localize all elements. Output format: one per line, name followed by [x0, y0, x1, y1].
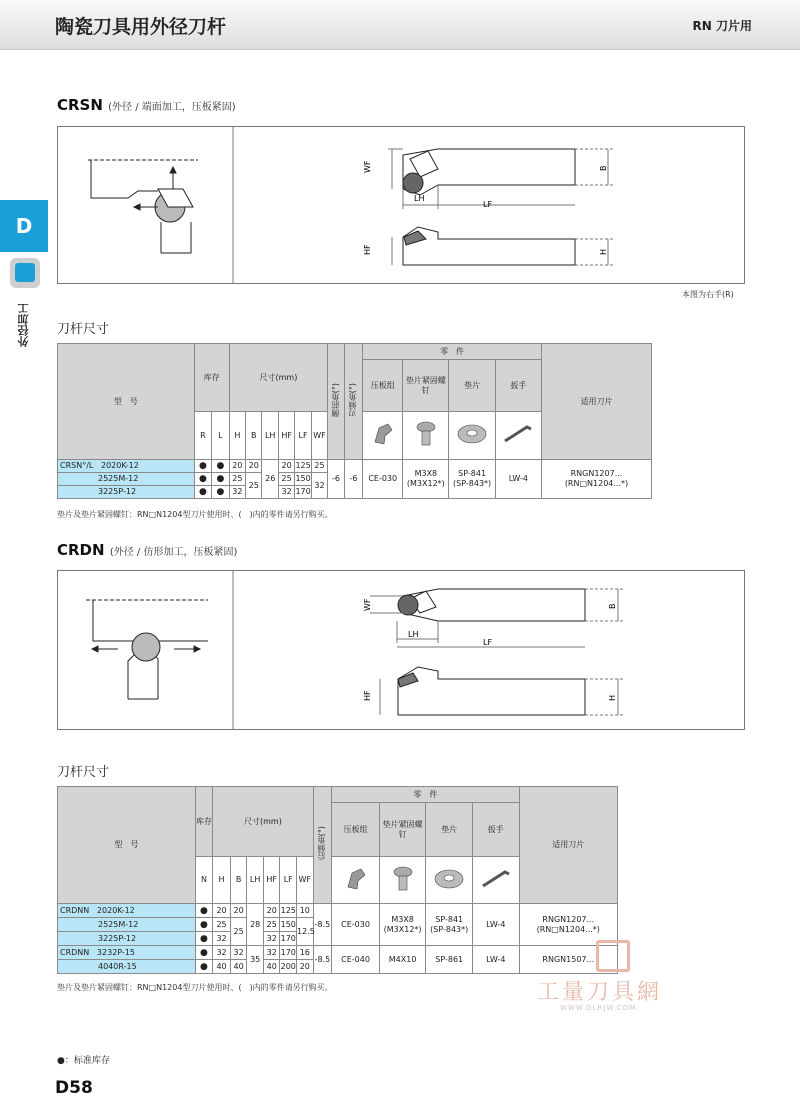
table-cell: 20 [229, 460, 245, 473]
table-cell: 35 [247, 946, 264, 974]
dim-hf: HF [363, 690, 372, 701]
table-cell: 20 [213, 904, 231, 918]
crsn-operation-diagram [58, 127, 233, 283]
table-cell: -8.5 [313, 946, 332, 974]
table-cell: ● [195, 932, 213, 946]
table-cell: 125 [280, 904, 297, 918]
table-cell: 3225P-12 [58, 486, 195, 499]
dim-h: H [608, 694, 617, 701]
th-hf: HF [263, 857, 280, 904]
wrench-icon [495, 412, 541, 460]
clamp-icon [332, 857, 380, 904]
dim-lf: LF [483, 638, 493, 647]
table-cell: 32 [311, 473, 327, 499]
table-cell: CE-040 [332, 946, 380, 974]
table-cell: M3X8 (M3X12*) [379, 904, 426, 946]
table-cell: 25 [278, 473, 294, 486]
header-insert-type: RN 刀片用 [692, 19, 752, 33]
table-cell: RNGN1207... (RN□N1204...*) [541, 460, 651, 499]
th-wf: WF [311, 412, 327, 460]
th-insert: 适用刀片 [541, 344, 651, 460]
table-cell: 40 [213, 960, 231, 974]
th-stock: 库存 [195, 787, 213, 857]
table-cell: 32 [213, 946, 231, 960]
section-tab-d: D [0, 200, 48, 252]
table-cell: 32 [229, 486, 245, 499]
table-cell: 150 [280, 918, 297, 932]
dim-b: B [608, 603, 617, 609]
table-cell: 20 [246, 460, 262, 473]
table-cell: 12.5 [297, 918, 314, 946]
table-cell: LW-4 [472, 946, 519, 974]
table-cell: SP-841 (SP-843*) [426, 904, 473, 946]
sidebar-label: 外径加工 [17, 303, 30, 347]
table-cell: 28 [247, 904, 264, 946]
screw-icon [379, 857, 426, 904]
stock-legend: ●：标准库存 [57, 1056, 110, 1066]
th-stock: 库存 [194, 344, 229, 412]
th-b: B [246, 412, 262, 460]
crdn-holder-side-view [380, 667, 623, 715]
th-lf: LF [295, 412, 311, 460]
table-cell: 170 [280, 932, 297, 946]
table-cell: ● [194, 460, 211, 473]
th-screw: 垫片紧固螺钉 [379, 803, 426, 857]
page-number: D58 [55, 1078, 93, 1098]
watermark-url: WWW.GLRJW.COM [560, 1004, 637, 1012]
table-cell: SP-861 [426, 946, 473, 974]
th-incl: 后倾角(°) [317, 826, 327, 861]
table-cell: 32 [263, 932, 280, 946]
table-cell: -6 [328, 460, 344, 499]
table-cell: SP-841 (SP-843*) [449, 460, 495, 499]
table-cell: 25 [263, 918, 280, 932]
table-cell [313, 787, 332, 904]
table-cell: 20 [278, 460, 294, 473]
th-b: B [230, 857, 247, 904]
table-cell: 32 [213, 932, 231, 946]
table-cell: ● [194, 486, 211, 499]
footnote-crsn: 垫片及垫片紧固螺钉：RN□N1204型刀片使用时、( )内的零件请另行购买。 [57, 510, 333, 519]
th-shim: 垫片 [426, 803, 473, 857]
table-cell: LW-4 [495, 460, 541, 499]
table-cell: 20 [230, 904, 247, 918]
table-cell: ● [195, 904, 213, 918]
table-cell: 125 [295, 460, 311, 473]
th-wrench: 扳手 [472, 803, 519, 857]
table-title-crsn: 刀杆尺寸 [57, 322, 110, 337]
table-row [58, 460, 652, 473]
page-title: 陶瓷刀具用外径刀杆 [55, 16, 227, 38]
screw-icon [403, 412, 449, 460]
th-parts: 零 件 [332, 787, 519, 803]
table-cell: 150 [295, 473, 311, 486]
crdn-operation-diagram [86, 571, 233, 729]
table-cell: 25 [311, 460, 327, 473]
table-cell: ● [195, 946, 213, 960]
table-cell: 25 [229, 473, 245, 486]
th-r: R [194, 412, 211, 460]
table-cell: ● [212, 486, 229, 499]
table-cell: 25 [230, 918, 247, 946]
table-cell: CRSN°/L 2020K-12 [58, 460, 195, 473]
table-row [58, 946, 618, 960]
table-cell: CRDNN 3232P-15 [58, 946, 196, 960]
th-model: 型 号 [58, 344, 195, 460]
table-cell: ● [212, 473, 229, 486]
table-cell: 170 [295, 486, 311, 499]
table-cell [328, 344, 344, 460]
clamp-icon [363, 412, 403, 460]
th-n: N [195, 857, 213, 904]
th-h: H [213, 857, 231, 904]
table-cell: M3X8 (M3X12*) [403, 460, 449, 499]
th-lh: LH [247, 857, 264, 904]
dim-b: B [599, 165, 608, 171]
th-lf: LF [280, 857, 297, 904]
th-wrench: 扳手 [495, 360, 541, 412]
th-clamp: 压板组 [332, 803, 380, 857]
dim-lh: LH [414, 194, 425, 203]
table-cell: ● [194, 473, 211, 486]
th-rake: 侧前角(°) [330, 382, 340, 418]
dim-h: H [599, 248, 608, 255]
dim-lf: LF [483, 200, 493, 209]
table-cell: 40 [263, 960, 280, 974]
table-title-crdn: 刀杆尺寸 [57, 765, 110, 780]
table-cell: 2525M-12 [58, 473, 195, 486]
th-screw: 垫片紧固螺钉 [403, 360, 449, 412]
th-parts: 零 件 [363, 344, 542, 360]
th-l: L [212, 412, 229, 460]
footnote-crdn: 垫片及垫片紧固螺钉：RN□N1204型刀片使用时、( )内的零件请另行购买。 [57, 983, 333, 992]
table-cell: CRDNN 2020K-12 [58, 904, 196, 918]
table-cell: 200 [280, 960, 297, 974]
th-model: 型 号 [58, 787, 196, 904]
th-hf: HF [278, 412, 294, 460]
dim-hf: HF [363, 244, 372, 255]
shim-icon [449, 412, 495, 460]
watermark-text: 工量刀具網 [537, 980, 663, 1005]
th-shim: 垫片 [449, 360, 495, 412]
crdn-diagram [57, 570, 745, 730]
table-cell: 40 [230, 960, 247, 974]
th-insert: 适用刀片 [519, 787, 617, 904]
th-dims: 尺寸(mm) [213, 787, 313, 857]
table-cell: -6 [344, 460, 362, 499]
table-cell: LW-4 [472, 904, 519, 946]
shim-icon [426, 857, 473, 904]
table-cell: RNGN1507... [519, 946, 617, 974]
table-cell: 170 [280, 946, 297, 960]
section-title-crsn: CRSN (外径 / 端面加工，压板紧固) [57, 96, 236, 114]
table-cell: 16 [297, 946, 314, 960]
table-cell: 20 [297, 960, 314, 974]
wrench-icon [472, 857, 519, 904]
crsn-table [57, 343, 652, 499]
table-cell: CE-030 [332, 904, 380, 946]
th-incl: 刃倾角(°) [348, 382, 358, 418]
table-cell: 32 [263, 946, 280, 960]
table-cell: 10 [297, 904, 314, 918]
th-dims: 尺寸(mm) [229, 344, 328, 412]
crdn-table [57, 786, 618, 974]
dim-wf: WF [363, 598, 372, 611]
table-cell: 4040R-15 [58, 960, 196, 974]
th-lh: LH [262, 412, 278, 460]
table-cell: RNGN1207... (RN□N1204...*) [519, 904, 617, 946]
table-cell: -8.5 [313, 904, 332, 946]
table-cell: ● [212, 460, 229, 473]
table-cell: 2525M-12 [58, 918, 196, 932]
table-cell: CE-030 [363, 460, 403, 499]
dim-wf: WF [363, 160, 372, 173]
table-row [58, 344, 652, 360]
table-cell: M4X10 [379, 946, 426, 974]
table-cell: 32 [230, 946, 247, 960]
table-cell: 25 [213, 918, 231, 932]
table-row [58, 787, 618, 803]
watermark-logo [596, 940, 630, 972]
table-cell: 26 [262, 460, 278, 499]
th-h: H [229, 412, 245, 460]
th-wf: WF [297, 857, 314, 904]
table-row [58, 904, 618, 918]
table-cell: 20 [263, 904, 280, 918]
th-clamp: 压板组 [363, 360, 403, 412]
table-cell: ● [195, 918, 213, 932]
dim-lh: LH [408, 630, 419, 639]
crsn-diagram [57, 126, 745, 284]
crsn-holder-side-view [392, 227, 613, 265]
right-hand-note: 本图为右手(R) [682, 290, 734, 299]
table-cell: 3225P-12 [58, 932, 196, 946]
section-title-crdn: CRDN (外径 / 仿形加工，压板紧固) [57, 541, 238, 559]
turning-icon [10, 258, 40, 288]
table-cell [344, 344, 362, 460]
table-cell: 25 [246, 473, 262, 499]
table-cell: 32 [278, 486, 294, 499]
table-cell: ● [195, 960, 213, 974]
